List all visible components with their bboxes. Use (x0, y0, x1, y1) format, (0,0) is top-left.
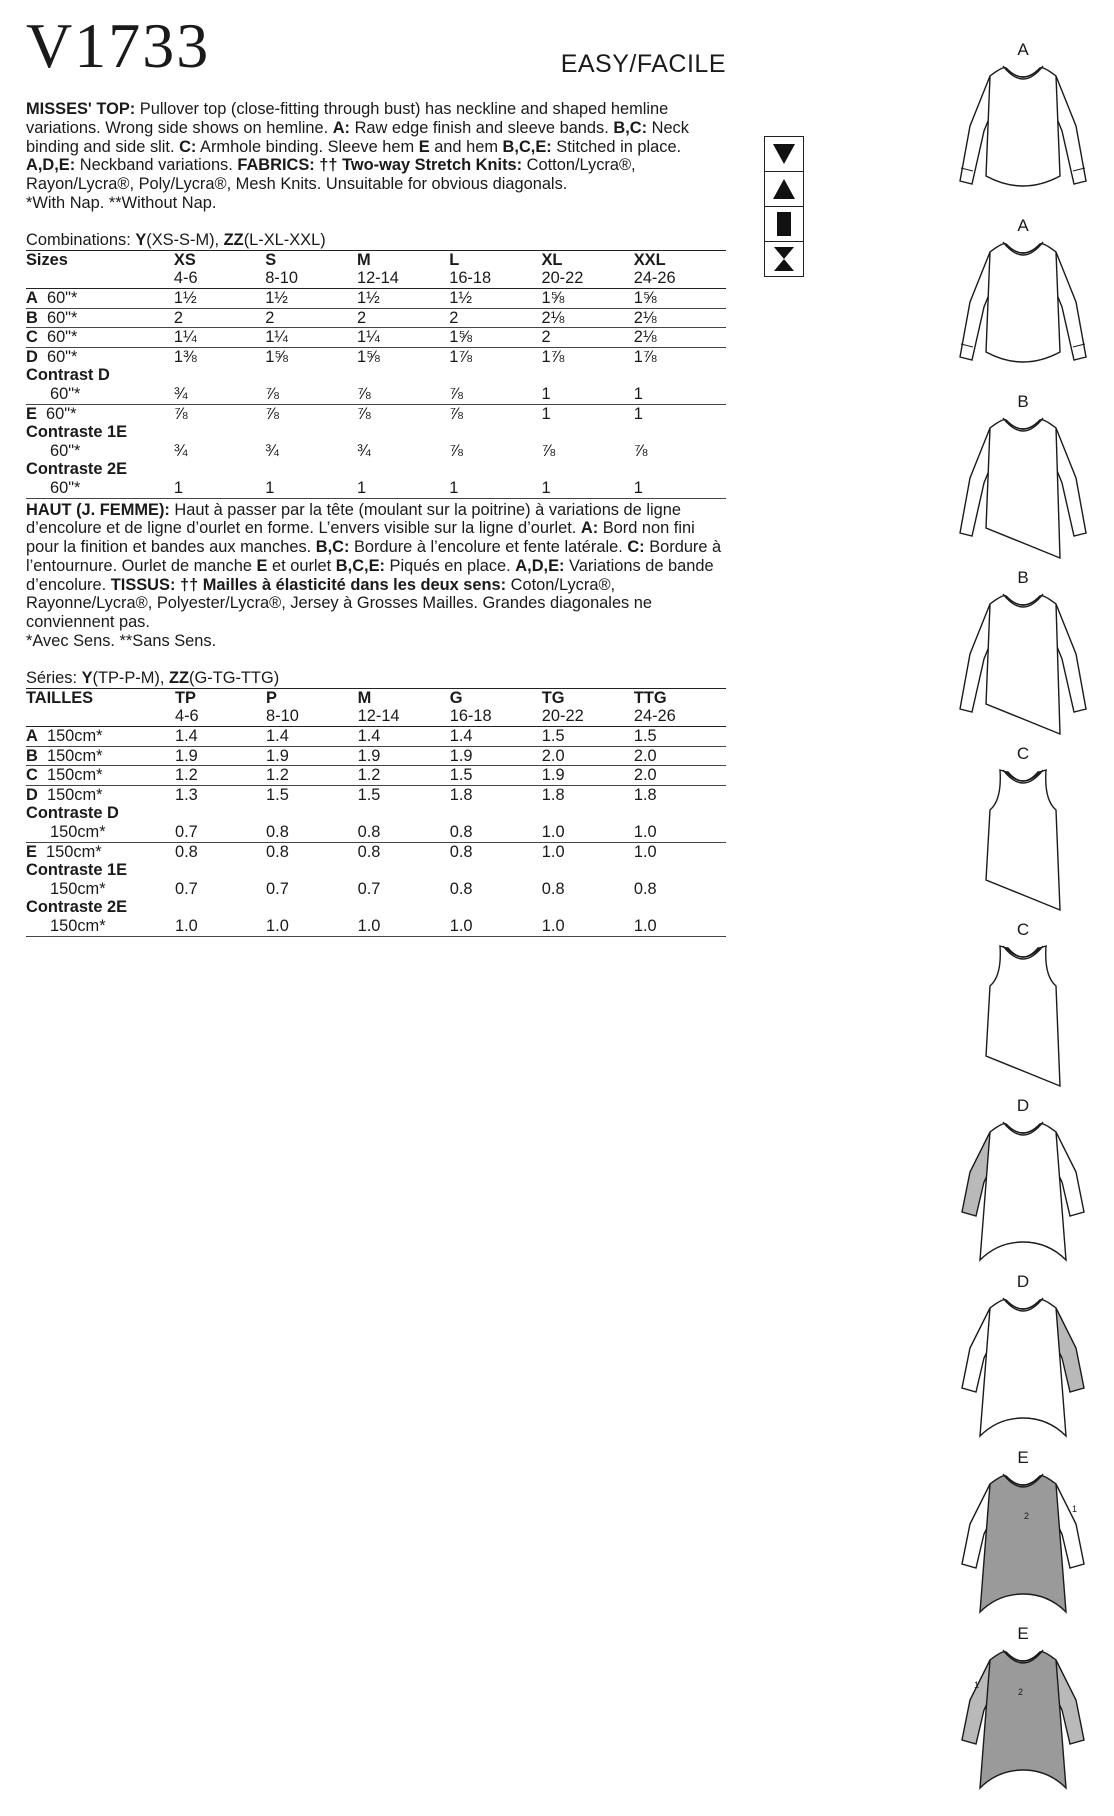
garment-sketch-svg (948, 760, 1098, 918)
view-letter: E (26, 842, 37, 861)
desc-text: Cotton/Lycra®, Rayon/Lycra®, Poly/Lycra®, Mesh Knits. Unsuitable for obvious diagonals. (26, 156, 636, 194)
contrast-label: Contraste 1E (26, 423, 128, 442)
table-row (26, 766, 726, 786)
yardage-cell: 1.0 (266, 917, 358, 936)
view-letter-label: C (1016, 744, 1030, 763)
table-row (26, 479, 726, 498)
yardage-cell: 1 (449, 479, 541, 498)
yardage-cell: 0.7 (357, 879, 381, 898)
table-row (26, 880, 726, 899)
contrast-label: Contraste 2E (26, 460, 128, 479)
yardage-cell: 1 (541, 479, 633, 498)
yardage-cell: 2.0 (634, 746, 726, 766)
view-letter-label: E (1017, 1448, 1029, 1467)
yardage-cell: 2⅛ (634, 308, 726, 328)
yardage-cell: 1.0 (634, 917, 726, 936)
yardage-cell: 0.8 (449, 879, 473, 898)
combo-y: Y (135, 230, 147, 249)
french-yardage-table (26, 688, 726, 937)
yardage-cell: 0.8 (357, 842, 381, 861)
row-label (26, 842, 175, 861)
contrast-label-one: 1 (974, 1680, 980, 1690)
size-column (634, 250, 726, 288)
combinations-line (26, 231, 726, 250)
desc-text: Armhole binding. Sleeve hem (196, 137, 419, 156)
combo-zz: ZZ (169, 668, 190, 687)
garment-sketch-svg (948, 1288, 1098, 1446)
size-name: XS (173, 250, 196, 269)
yardage-cell: 1.5 (450, 766, 542, 786)
yardage-cell: 1 (633, 404, 643, 423)
view-letter: B (26, 308, 38, 327)
garment-sketch-svg (948, 1112, 1098, 1270)
desc-text: et ourlet (267, 556, 336, 575)
triangle-up-icon (765, 172, 803, 207)
view-label: C: (179, 137, 197, 156)
table-row (26, 460, 726, 479)
yardage-cell: 0.7 (266, 879, 289, 898)
view-label: B,C,E: (502, 137, 552, 156)
row-label (26, 404, 174, 423)
size-name: XXL (633, 250, 666, 269)
table-row (26, 861, 726, 880)
yardage-cell: 1¼ (174, 328, 265, 348)
yardage-cell: 1.0 (541, 842, 565, 861)
yardage-cell: 1.4 (175, 727, 266, 747)
size-header: Sizes (26, 250, 174, 288)
garment-sketch-svg (948, 1464, 1098, 1622)
size-column (174, 250, 265, 288)
view-letter-label: B (1017, 392, 1029, 411)
rectangle-icon (765, 207, 803, 242)
view-label: B,C: (613, 118, 648, 137)
desc-text: and hem (429, 137, 503, 156)
yardage-cell: 1 (634, 479, 726, 498)
yardage-cell: 2⅛ (634, 328, 726, 348)
yardage-cell: 1 (265, 479, 357, 498)
yardage-cell: 1.0 (542, 823, 634, 842)
row-label (26, 328, 174, 348)
row-label (26, 766, 175, 786)
difficulty-label: EASY/FACILE (560, 50, 726, 78)
combo-prefix: Combinations: (26, 230, 136, 249)
desc-text: Raw edge finish and sleeve bands. (350, 118, 614, 137)
yardage-cell: ⅞ (357, 385, 449, 404)
yardage-cell: 0.8 (633, 879, 657, 898)
view-letter: C (26, 328, 38, 347)
yardage-rows (26, 727, 726, 937)
table-row (26, 347, 726, 366)
contrast-label: Contraste 1E (26, 861, 128, 880)
desc-text: Bord non fini pour la finition et bandes aux manches. (26, 519, 695, 557)
yardage-cell: 1.2 (266, 766, 358, 786)
description-title: HAUT (J. FEMME): (26, 500, 170, 519)
yardage-cell: 0.8 (174, 842, 198, 861)
size-name: G (449, 688, 463, 707)
yardage-cell: 1¼ (265, 328, 357, 348)
garment-sketch-svg (948, 584, 1098, 742)
table-row (26, 898, 726, 917)
view-label: B,C,E: (335, 556, 385, 575)
view-label: A,D,E: (515, 556, 565, 575)
size-column (358, 688, 450, 726)
pattern-number: V1733 (26, 10, 211, 81)
fabric-width: 150cm* (50, 879, 106, 898)
yardage-cell: 1.5 (542, 727, 634, 747)
table-row (26, 366, 726, 385)
size-column (265, 250, 357, 288)
contrast-label-two: 2 (1024, 1511, 1030, 1521)
fabric-width: 60"* (26, 479, 174, 498)
sketch-view-b-back (948, 568, 1114, 744)
sketch-view-d-front (948, 1096, 1114, 1272)
table-row (26, 328, 726, 348)
yardage-cell: 1 (541, 404, 551, 423)
fabric-width: 150cm* (46, 842, 102, 861)
yardage-cell: 1 (541, 385, 633, 404)
combo-zz-sizes: (L-XL-XXL) (243, 230, 326, 249)
yardage-cell: 1.8 (449, 785, 473, 804)
view-label: C: (627, 538, 645, 557)
view-letter-label: E (1017, 1624, 1029, 1643)
yardage-cell: 1⅝ (449, 328, 541, 348)
yardage-cell: ⅞ (265, 404, 279, 423)
table-row (26, 423, 726, 442)
fabric-width: 150cm* (46, 727, 103, 746)
size-name: TP (174, 688, 196, 707)
yardage-cell: ⅞ (356, 404, 371, 423)
yardage-cell: 0.8 (358, 823, 450, 842)
view-letter-label: A (1017, 40, 1029, 59)
garment-sketch-svg (948, 232, 1098, 390)
table-row (26, 727, 726, 747)
yardage-cell: 1.0 (633, 842, 657, 861)
size-name: P (266, 688, 277, 707)
fabric-width: 150cm* (46, 746, 103, 765)
view-letter-label: B (1017, 568, 1029, 587)
table-row (26, 442, 726, 461)
yardage-cell: 1⅜ (173, 347, 197, 366)
yardage-cell: 1.9 (266, 746, 358, 766)
size-column (541, 250, 633, 288)
yardage-cell: 0.8 (450, 823, 542, 842)
description-title: MISSES' TOP: (26, 100, 136, 118)
yardage-cell: 1.2 (358, 766, 450, 786)
view-letter-label: C (1016, 920, 1030, 939)
french-description (26, 501, 726, 651)
garment-sketch-svg (948, 936, 1098, 1094)
desc-text: Neck binding and side slit. (26, 118, 689, 156)
yardage-cell: 1⅝ (356, 347, 380, 366)
view-letter-label: D (1016, 1272, 1030, 1291)
size-column (449, 250, 541, 288)
yardage-cell: ¾ (356, 441, 371, 460)
yardage-cell: 1.0 (175, 917, 266, 936)
fabrics-label: TISSUS: †† Mailles à élasticité dans les deux sens: (110, 575, 507, 594)
yardage-cell: ⅞ (449, 404, 463, 423)
desc-text: Pullover top (close-fitting through bust) has neckline and shaped hemline variations. Wrong side shows on hemline. (26, 100, 669, 137)
view-label: A: (580, 519, 599, 538)
yardage-cell: 1⅞ (541, 347, 565, 366)
yardage-cell: 2 (265, 308, 357, 328)
yardage-cell: 0.8 (541, 879, 565, 898)
fabric-width: 60"* (50, 441, 81, 460)
fabric-width: 60"* (46, 288, 78, 307)
size-name: L (449, 250, 460, 269)
fabric-width: 60"* (46, 347, 78, 366)
size-column (634, 688, 726, 726)
yardage-cell: 0.7 (174, 879, 198, 898)
table-row (26, 785, 726, 804)
yardage-cell: ¾ (173, 441, 188, 460)
yardage-cell: 1.5 (266, 785, 289, 804)
view-letter: E (26, 404, 37, 423)
size-column (266, 688, 358, 726)
table-row (26, 404, 726, 423)
size-range: 12-14 (356, 269, 399, 288)
view-letter: B (26, 746, 38, 765)
yardage-cell: 1.8 (541, 785, 565, 804)
view-label: E (418, 137, 430, 156)
yardage-cell: 1.2 (175, 766, 266, 786)
yardage-cell: 1.9 (450, 746, 542, 766)
yardage-cell: ⅞ (541, 441, 556, 460)
view-label: E (256, 556, 268, 575)
fabric-width: 150cm* (46, 766, 103, 785)
desc-text: Bordure à l’entournure. Ourlet de manche (26, 538, 722, 575)
combo-prefix: Séries: (26, 668, 82, 687)
yardage-cell: 2⅛ (541, 308, 633, 328)
size-range: 8-10 (266, 707, 299, 726)
fabric-width: 60"* (46, 308, 78, 327)
combo-y-sizes: (TP-P-M), (92, 668, 169, 687)
view-label: B,C: (315, 538, 350, 557)
desc-text: Coton/Lycra®, Rayonne/Lycra®, Polyester/Lycra®, Jersey à Grosses Mailles. Grandes diagonales ne conviennent pas. (26, 575, 653, 632)
contrast-label: Contraste D (26, 804, 119, 823)
series-line (26, 669, 726, 688)
table-row (26, 823, 726, 842)
english-description (26, 100, 726, 213)
garment-sketch-svg (948, 408, 1098, 566)
yardage-cell: 1.8 (633, 785, 657, 804)
size-range: 12-14 (357, 707, 400, 726)
english-yardage-table (26, 250, 726, 499)
view-label: A: (332, 118, 351, 137)
garment-sketch-svg (948, 1640, 1098, 1798)
size-range: 16-18 (449, 707, 492, 726)
size-range: 20-22 (541, 707, 584, 726)
size-header: TAILLES (26, 688, 175, 726)
view-label: A,D,E: (26, 156, 76, 175)
view-letter: A (26, 288, 38, 307)
yardage-cell: 1.0 (542, 917, 634, 936)
yardage-cell: 1.9 (175, 746, 266, 766)
yardage-cell: 1.4 (358, 727, 450, 747)
yardage-cell: 0.8 (266, 842, 289, 861)
sketch-view-c-front (948, 744, 1114, 920)
yardage-cell: 1.9 (542, 766, 634, 786)
size-name: XL (541, 250, 563, 269)
row-label (26, 727, 175, 747)
size-name: TTG (633, 688, 667, 707)
contrast-label-two: 2 (1018, 1687, 1024, 1697)
desc-text: Neckband variations. (75, 156, 238, 175)
yardage-cell: 1.5 (357, 785, 381, 804)
yardage-cell: 1.4 (450, 727, 542, 747)
contrast-label-one: 1 (1072, 1504, 1078, 1514)
desc-text: Variations de bande d’encolure. (26, 556, 714, 594)
fabric-width: 60"* (46, 404, 77, 423)
desc-text: Bordure à l’encolure et fente latérale. (349, 538, 628, 557)
size-name: S (265, 250, 277, 269)
contrast-label: Contraste 2E (26, 898, 128, 917)
garment-sketch-svg (948, 56, 1098, 214)
table-row (26, 804, 726, 823)
yardage-cell: 0.8 (449, 842, 473, 861)
sketch-view-c-back (948, 920, 1114, 1096)
yardage-cell: 1 (357, 479, 449, 498)
yardage-cell: ¾ (174, 385, 265, 404)
yardage-cell: 1½ (174, 288, 265, 308)
yardage-cell: ⅞ (173, 404, 188, 423)
view-letter-label: D (1016, 1096, 1030, 1115)
yardage-cell: 2.0 (542, 746, 634, 766)
size-range: 20-22 (541, 269, 584, 288)
yardage-cell: 0.8 (266, 823, 358, 842)
view-letter-label: A (1017, 216, 1029, 235)
yardage-cell: 1⅝ (265, 347, 288, 366)
yardage-cell: 1.5 (634, 727, 726, 747)
triangle-down-icon (765, 137, 803, 172)
yardage-cell: 1.0 (450, 917, 542, 936)
size-name: M (357, 688, 372, 707)
yardage-cell: 1⅞ (633, 347, 657, 366)
view-letter: C (26, 766, 38, 785)
nap-note: *Avec Sens. **Sans Sens. (26, 632, 217, 651)
yardage-cell: 1⅝ (634, 288, 726, 308)
yardage-cell: 1.4 (266, 727, 358, 747)
yardage-cell: 0.7 (175, 823, 266, 842)
fabric-width: 150cm* (46, 785, 103, 804)
yardage-cell: 2 (541, 328, 633, 348)
fabrics-label: FABRICS: †† Two-way Stretch Knits: (237, 156, 523, 175)
view-sketches (948, 40, 1114, 1800)
combo-zz: ZZ (223, 230, 244, 249)
combo-zz-sizes: (G-TG-TTG) (189, 668, 280, 687)
sketch-view-a-back (948, 216, 1114, 392)
size-name: M (356, 250, 371, 269)
yardage-cell: 2 (357, 308, 449, 328)
size-range: 24-26 (633, 269, 676, 288)
size-column (357, 250, 449, 288)
yardage-cell: 1¼ (357, 328, 449, 348)
fabric-width: 150cm* (26, 823, 175, 842)
size-range: 16-18 (449, 269, 492, 288)
table-row (26, 308, 726, 328)
contrast-label: Contrast D (26, 366, 110, 385)
yardage-cell: 1 (634, 385, 726, 404)
yardage-cell: 2 (449, 308, 541, 328)
row-label (26, 746, 175, 766)
size-column (542, 688, 634, 726)
yardage-cell: ⅞ (449, 385, 541, 404)
table-row (26, 288, 726, 308)
size-range: 4-6 (174, 707, 199, 726)
hourglass-icon (765, 242, 803, 276)
desc-text: Haut à passer par la tête (moulant sur la poitrine) à variations de ligne d’encolure et de ligne d’ourlet en forme. L’envers visible sur la ligne d’ourlet. (26, 500, 681, 538)
size-range: 24-26 (633, 707, 676, 726)
view-letter: A (26, 727, 38, 746)
desc-text: Piqués en place. (384, 556, 516, 575)
table-row (26, 842, 726, 861)
yardage-cell: ⅞ (265, 385, 357, 404)
yardage-cell: 1.3 (174, 785, 198, 804)
size-name: TG (541, 688, 565, 707)
nap-note: *With Nap. **Without Nap. (26, 193, 217, 212)
sketch-view-b-front (948, 392, 1114, 568)
yardage-cell: 1.0 (358, 917, 450, 936)
yardage-cell: 1½ (265, 288, 357, 308)
sketch-view-d-back (948, 1272, 1114, 1448)
fabric-width: 60"* (26, 385, 174, 404)
desc-text: Stitched in place. (551, 137, 682, 156)
combo-y-sizes: (XS-S-M), (146, 230, 224, 249)
yardage-cell: 1.0 (634, 823, 726, 842)
table-row (26, 917, 726, 936)
row-label (26, 347, 174, 366)
row-label (26, 785, 175, 804)
layout-symbols-box (764, 136, 804, 277)
table-header-row (26, 250, 726, 288)
yardage-cell: 1½ (449, 288, 541, 308)
fabric-width: 150cm* (26, 917, 175, 936)
table-header-row (26, 688, 726, 726)
row-label (26, 288, 174, 308)
yardage-cell: 2 (174, 308, 265, 328)
sketch-view-a-front (948, 40, 1114, 216)
size-column (175, 688, 266, 726)
yardage-cell: 1⅝ (541, 288, 633, 308)
yardage-rows (26, 288, 726, 498)
yardage-cell: 1 (174, 479, 265, 498)
yardage-cell: ⅞ (449, 441, 463, 460)
size-range: 4-6 (173, 269, 198, 288)
fabric-width: 60"* (46, 328, 78, 347)
combo-y: Y (81, 668, 93, 687)
view-letter: D (26, 347, 38, 366)
sketch-view-e-back (948, 1624, 1114, 1800)
yardage-cell: 1.9 (358, 746, 450, 766)
size-column (450, 688, 542, 726)
row-label (26, 308, 174, 328)
table-row (26, 385, 726, 404)
sketch-view-e-front (948, 1448, 1114, 1624)
yardage-cell: 2.0 (634, 766, 726, 786)
yardage-cell: ¾ (265, 441, 279, 460)
table-row (26, 746, 726, 766)
yardage-cell: 1½ (357, 288, 449, 308)
pattern-envelope-text (26, 10, 726, 937)
size-range: 8-10 (265, 269, 298, 288)
yardage-cell: ⅞ (633, 441, 648, 460)
yardage-cell: 1⅞ (449, 347, 472, 366)
view-letter: D (26, 785, 38, 804)
